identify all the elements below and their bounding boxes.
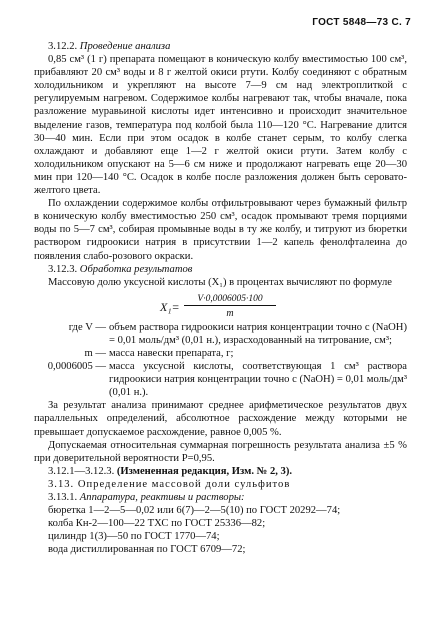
definition-text: масса уксусной кислоты, соответствующая 1 см³ раствора гидроокиси натрия концентрации точно с (NaOH) = 0,01 моль/дм³ (0,01 н.). (109, 361, 407, 399)
formula (34, 293, 407, 319)
formula-numerator: V·0,0006005·100 (184, 293, 276, 306)
definition-row (34, 321, 407, 347)
document-body (34, 40, 407, 556)
section-3-13-title: 3.13. Определение массовой доли сульфитов (48, 478, 291, 490)
formula-lhs: X₁= (160, 299, 180, 314)
paragraph-filtration: По охлаждении содержимое колбы отфильтровывают через бумажный фильтр в коническую колбу вместимостью 250 см³, осадок промывают тремя порциями воды по 5—7 см³, собирая промывные воды в ту же колбу, и титруют из бюретки раствором гидроокиси натрия в присутствии 1—2 капель фенолфталеина до появления слабо-розового окраски. (34, 198, 407, 262)
section-3-13-1-title (34, 491, 407, 504)
amendment-range: 3.12.1—3.12.3. (48, 465, 115, 477)
formula-definitions (34, 321, 407, 400)
definition-term: m — (84, 347, 106, 359)
section-title: Обработка результатов (79, 263, 193, 275)
paragraph-formula-intro: Массовую долю уксусной кислоты (X₁) в процентах вычисляют по формуле (48, 276, 392, 288)
section-3-12-3-title (34, 263, 407, 276)
definition-term: где V — (68, 321, 106, 333)
definition-text: объем раствора гидроокиси натрия концентрации точно с (NaOH) = 0,01 моль/дм³ (0,01 н.), израсходованный на титрование, см³; (109, 321, 407, 346)
list-item: колба Кн-2—100—22 ТХС по ГОСТ 25336—82; (48, 518, 266, 530)
page-header: ГОСТ 5848—73 С. 7 (312, 17, 411, 28)
paragraph-procedure: 0,85 см³ (1 г) препарата помещают в коническую колбу вместимостью 100 см³, прибавляют 20 см³ воды и 8 г желтой окиси ртути. Колбу соединяют с обратным холодильником и укрепляют на высоте 7—9 см над электроплиткой с регулируемым нагревом. Содержимое колбы нагревают так, чтобы вначале, пока разложение муравьиной кислоты идет интенсивно и происходит значительное выделение газов, температура под колбой была 110—120 °С. Нагревание длится 30—40 мин. Если при этом осадок в колбе станет серым, то колбу слегка охлаждают и добавляют еще 1—2 г желтой окиси ртути. Затем колбу с холодильником опускают на 5—6 см ниже и продолжают нагревать еще 20—30 мин при 120—140 °С. Осадок в колбе после разложения должен быть серовато-желтого цвета. (34, 54, 407, 197)
paragraph-result: За результат анализа принимают среднее арифметическое результатов двух параллельных определений, абсолютное расхождение между которыми не превышает допускаемое расхождение, равное 0,005 %. (34, 400, 407, 438)
amendment-text: (Измененная редакция, Изм. № 2, 3). (116, 465, 293, 477)
definition-row (34, 360, 407, 399)
definition-term: 0,0006005 — (47, 361, 106, 373)
definition-text: масса навески препарата, г; (109, 347, 234, 359)
section-title: Аппаратура, реактивы и растворы: (79, 492, 245, 503)
section-number: 3.12.2. (48, 41, 78, 52)
section-3-12-2-title (34, 40, 407, 53)
formula-denominator: m (226, 307, 234, 319)
list-item: бюретка 1—2—5—0,02 или 6(7)—2—5(10) по ГОСТ 20292—74; (48, 505, 341, 517)
definition-row (34, 347, 407, 360)
section-title: Проведение анализа (79, 41, 171, 52)
amendment-note (34, 465, 407, 478)
section-number: 3.12.3. (48, 263, 78, 275)
paragraph-error: Допускаемая относительная суммарная погрешность результата анализа ±5 % при доверительной вероятности P=0,95. (34, 439, 407, 464)
list-item: вода дистиллированная по ГОСТ 6709—72; (48, 544, 246, 556)
section-number: 3.13.1. (48, 492, 78, 503)
list-item: цилиндр 1(3)—50 по ГОСТ 1770—74; (48, 531, 220, 543)
